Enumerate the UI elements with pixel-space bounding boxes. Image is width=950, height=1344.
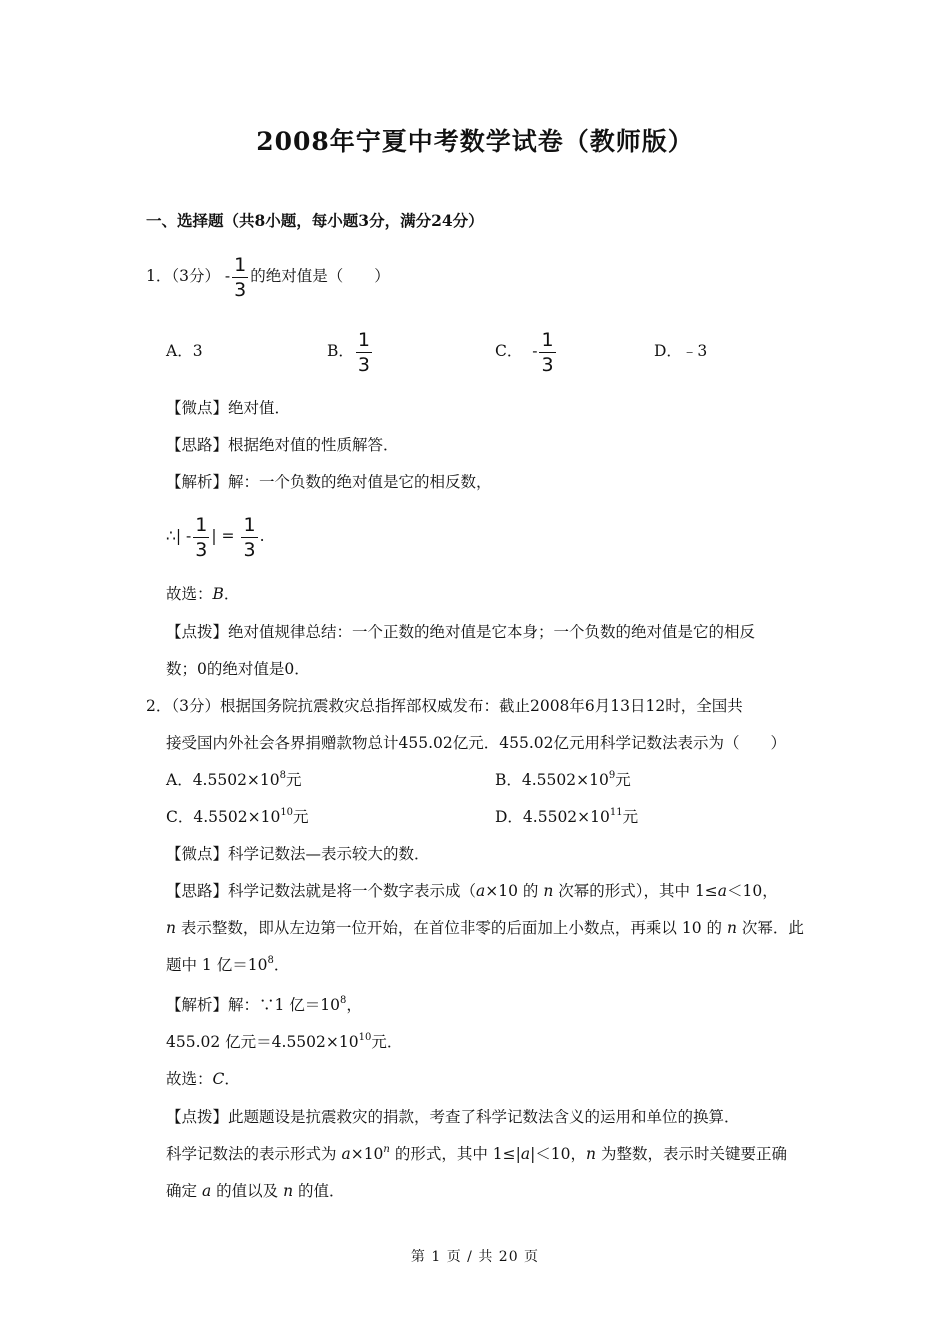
q2-weidian: 【微点】科学记数法—表示较大的数． [166, 845, 430, 863]
q2-jiexi-line2: 455.02 亿元$=4.5502\times 10^{10}$元． [166, 1032, 403, 1051]
q1-number: 1．（3分） [146, 267, 220, 285]
q1-option-b: B． $\frac{1}{3}$ [327, 328, 370, 376]
q2-option-d: D．$4.5502\times 10^{11}$元 [495, 807, 639, 826]
q2-silu-line1: 【思路】科学记数法就是将一个数字表示成（a×10 的 n 次幂的形式），其中 1≤a＜10， [166, 882, 778, 900]
q2-silu-line3: 题中 1 亿$=10^8$． [166, 955, 290, 974]
q1-option-c: C． - $\frac{1}{3}$ [495, 328, 554, 376]
q2-option-b: B．$4.5502\times 10^9$元 [495, 770, 631, 789]
q1-silu: 【思路】根据绝对值的性质解答． [166, 436, 399, 454]
q1-answer: 故选：B． [166, 585, 240, 603]
question-2-stem-line1: 2．（3分）根据国务院抗震救灾总指挥部权威发布：截止2008年6月13日12时，全国共 [146, 697, 743, 715]
q2-dianbo-line2: 科学记数法的表示形式为 $a\times 10^n$ 的形式，其中 1≤|a|＜10，n 为整数，表示时关键要正确 [166, 1144, 787, 1163]
q1-option-b-fraction: $\frac{1}{3}$ [357, 328, 370, 376]
q1-weidian: 【微点】绝对值． [166, 399, 291, 417]
q2-silu-line2: n 表示整数，即从左边第一位开始，在首位非零的后面加上小数点，再乘以 10 的 n 次幂．此 [166, 919, 804, 937]
q1-jiexi: 【解析】解：一个负数的绝对值是它的相反数， [166, 473, 492, 491]
q1-dianbo-line2: 数；0的绝对值是0． [166, 660, 310, 678]
q2-dianbo-line1: 【点拨】此题题设是抗震救灾的捐款，考查了科学记数法含义的运用和单位的换算． [166, 1108, 740, 1126]
q1-dianbo-line1: 【点拨】绝对值规律总结：一个正数的绝对值是它本身；一个负数的绝对值是它的相反 [166, 623, 756, 641]
q1-option-c-fraction: $\frac{1}{3}$ [541, 328, 554, 376]
q2-answer: 故选：C． [166, 1070, 240, 1088]
q1-stem-tail: 的绝对值是（ ） [250, 267, 390, 285]
q2-option-a: A．$4.5502\times 10^8$元 [166, 770, 302, 789]
question-1-stem [146, 250, 390, 302]
q1-option-a: A．3 [166, 342, 203, 360]
q2-jiexi-line1: 【解析】解：∵1 亿$=10^8$， [166, 995, 362, 1014]
section-heading: 一、选择题（共8小题，每小题3分，满分24分） [146, 211, 484, 230]
q1-minus: - [224, 267, 231, 285]
page-footer: 第 1 页 / 共 20 页 [410, 1249, 540, 1265]
question-2-stem-line2: 接受国内外社会各界捐赠款物总计455.02亿元．455.02亿元用科学记数法表示为（ ） [166, 734, 786, 752]
q1-fraction: $\frac{1}{3}$ [234, 253, 247, 301]
page-title: 2008年宁夏中考数学试卷（教师版） [256, 127, 694, 156]
q2-dianbo-line3: 确定 a 的值以及 n 的值． [166, 1182, 345, 1200]
q1-option-d: D．﹣3 [654, 342, 708, 360]
q1-solution-equation: ∴| - $\frac{1}{3}$ | = $\frac{1}{3}$ . [166, 513, 265, 561]
q2-option-c: C．$4.5502\times 10^{10}$元 [166, 807, 309, 826]
